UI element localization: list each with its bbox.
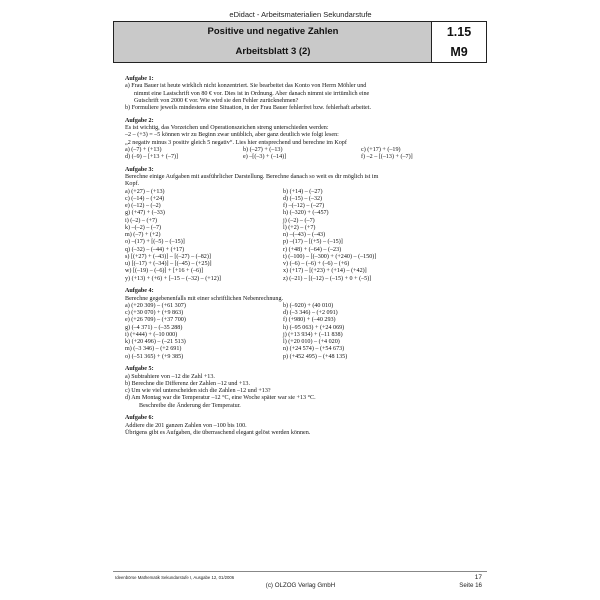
task-text: Gutschrift von 2000 € vor. Wie wird sie den Fehler zurücknehmen? [134, 97, 299, 104]
task-item: k) (+20 496) – (–21 513) [125, 339, 186, 345]
worksheet-header [113, 21, 487, 63]
task-text: Übrigens gibt es Aufgaben, die überraschend elegant gelöst werden können. [125, 429, 311, 436]
task-1 [125, 76, 477, 112]
task-text: c) Um wie viel unterscheiden sich die Zahlen –12 und +13? [125, 388, 271, 394]
task-item: e) (+26 709) – (+37 700) [125, 317, 186, 324]
task-text: Kopf. [125, 181, 140, 188]
task-item: k) –(–2) – (–7) [125, 224, 162, 231]
footer-publication: Ideenbörse Mathematik Sekundarstufe I, Ausgabe 12, 01/2006 [115, 575, 235, 580]
task-item: c) (+30 070) + (+9 863) [125, 310, 184, 316]
header-subtitle: Arbeitsblatt 3 (2) [235, 46, 311, 57]
task-item: z) (–21) – [(–12) – (–15) + 0 + (–5)] [283, 275, 372, 282]
task-item: g) (–4 371) – (–35 288) [125, 324, 183, 331]
task-item: y) (+13) + (+6) + [–15 – (–32) – (+12)] [125, 275, 221, 282]
task-title: Aufgabe 4: [125, 288, 154, 295]
task-title: Aufgabe 6: [125, 415, 154, 422]
task-item: f) (+980) + (–40 293) [283, 317, 336, 324]
task-item: t) (–100) – [(–300) + (+240) – (–150)] [283, 253, 377, 260]
task-item: m) (–7) + (+2) [125, 232, 161, 238]
task-item: o) (–51 365) + (+9 385) [125, 353, 184, 360]
task-text: „2 negativ minus 3 positiv gleich 5 negativ“. Lies hier entsprechend und berechne im Kopf [125, 139, 347, 146]
task-3 [125, 167, 477, 283]
task-item: j) (–2) – (–7) [283, 217, 315, 224]
header-row-title [114, 22, 486, 43]
task-item: r) (+48) + (–64) – (–23) [283, 246, 342, 253]
task-item: h) (–95 063) + (+24 069) [283, 324, 345, 331]
task-item: v) (–6) – (–6) + (–6) – (+6) [283, 261, 350, 267]
task-item: i) (–2) – (+7) [125, 217, 158, 224]
task-text: nimmt eine Lastschrift von 80 € vor. Dies ist in Ordnung. Aber danach nimmt sie irrtümlich eine [134, 90, 370, 97]
task-item: f) –(–12) – (–27) [283, 203, 325, 209]
task-item: h) (–320) + (–457) [283, 210, 329, 217]
page-number: 17 [474, 574, 482, 581]
task-item: l) (+2) – (+7) [283, 224, 316, 231]
task-item: d) (–9) – [+13 + (–7)] [125, 154, 179, 160]
task-text: Berechne einige Aufgaben mit ausführlicher Darstellung. Berechne danach so weit es dir möglich ist im [125, 174, 379, 180]
header-grade: M9 [431, 42, 486, 62]
header-row-subtitle [114, 42, 486, 62]
task-title: Aufgabe 5: [125, 366, 154, 373]
task-text: b) Berechne die Differenz der Zahlen –12 und +13. [125, 380, 250, 387]
task-item: l) (+20 010) – (+4 020) [283, 339, 340, 345]
worksheet-content [125, 76, 477, 443]
task-text: d) Am Montag war die Temperatur –12 °C, eine Woche später war sie +13 °C. [125, 395, 316, 402]
task-text: Addiere die 201 ganzen Zahlen von –100 bis 100. [125, 422, 247, 429]
footer-divider [113, 571, 487, 572]
task-text: a) Subtrahiere von –12 die Zahl +13. [125, 373, 215, 380]
task-items [125, 303, 477, 361]
task-item: c) (–14) – (+24) [125, 195, 165, 202]
task-text: Berechne gegebenenfalls mit einer schriftlichen Nebenrechnung. [125, 295, 284, 302]
task-item: a) (+27) – (+13) [125, 188, 165, 195]
task-item: n) –(–43) – (–43) [283, 232, 326, 238]
task-title: Aufgabe 2: [125, 117, 154, 124]
task-item: b) (+14) – (–27) [283, 188, 323, 195]
task-item: g) (+47) + (–33) [125, 210, 165, 217]
task-item: u) [(–17) + (–34)] – [(–45) – (+25)] [125, 261, 212, 267]
footer-copyright: (c) OLZOG Verlag GmbH [265, 582, 336, 589]
task-item: a) (–7) + (+13) [125, 146, 162, 153]
header-code: 1.15 [431, 22, 486, 42]
task-item: p) –(17) – [(+5) – (–15)] [283, 239, 343, 246]
task-items [125, 189, 477, 283]
worksheet-page [113, 0, 488, 600]
task-item: s) [(+27) + (–43)] – [(–27) – (–82)] [125, 253, 211, 260]
task-item: c) (+17) + (–19) [361, 146, 401, 153]
task-item: m) (–3 346) – (+2 691) [125, 346, 182, 353]
task-item: a) (+20 309) – (+61 307) [125, 302, 186, 309]
task-4 [125, 288, 477, 361]
page-label: Seite 16 [459, 582, 482, 589]
task-item: i) (+444) + (–10 000) [125, 331, 178, 338]
task-item: o) –(17) + [(–5) – (–15)] [125, 239, 185, 246]
header-title: Positive und negative Zahlen [207, 26, 339, 37]
task-text: a) Frau Bauer ist heute wirklich nicht konzentriert. Sie bearbeitet das Konto von Herrn Möhler und [125, 83, 367, 90]
task-5 [125, 366, 477, 410]
task-item: b) (–920) + (40 010) [283, 302, 334, 309]
task-item: j) (+13 934) + (–11 838) [283, 331, 343, 338]
task-item: f) –2 – [(–13) + (–7)] [361, 154, 413, 160]
task-item: e) (–12) – (–2) [125, 203, 161, 209]
task-item: d) (–3 346) – (+2 091) [283, 310, 338, 316]
task-text: Beschreibe die Änderung der Temperatur. [139, 402, 241, 409]
task-item: q) (–32) – (–44) + (+17) [125, 246, 185, 253]
task-title: Aufgabe 1: [125, 76, 154, 82]
task-item: p) (+452 495) – (+48 135) [283, 353, 348, 360]
task-item: d) (–15) – (–32) [283, 195, 323, 202]
top-caption: eDidact - Arbeitsmaterialien Sekundarstufe [229, 10, 372, 19]
task-text: Es ist wichtig, das Vorzeichen und Operationszeichen streng unterschieden werden: [125, 125, 329, 131]
task-item: e) –[(–3) + (–14)] [243, 154, 287, 160]
task-text: –2 – (+3) = –5 können wir zu Beginn zwar unüblich, aber ganz deutlich wie folgt lesen: [125, 132, 339, 139]
task-item: n) (+24 574) – (+54 673) [283, 346, 345, 353]
task-2 [125, 118, 477, 162]
task-item: b) (–27) + (–13) [243, 146, 283, 153]
task-items [125, 147, 477, 162]
task-item: w) [(–19) – (–6)] + [+16 + (–6)] [125, 268, 204, 275]
task-6 [125, 415, 477, 437]
task-title: Aufgabe 3: [125, 166, 154, 173]
task-text: b) Formuliere jeweils mindestens eine Situation, in der Frau Bauer fehlerfrei bzw. fehlerhaft arbeitet. [125, 105, 371, 111]
task-item: x) (+17) – [(+23) + (+14) – (+42)] [283, 268, 367, 275]
